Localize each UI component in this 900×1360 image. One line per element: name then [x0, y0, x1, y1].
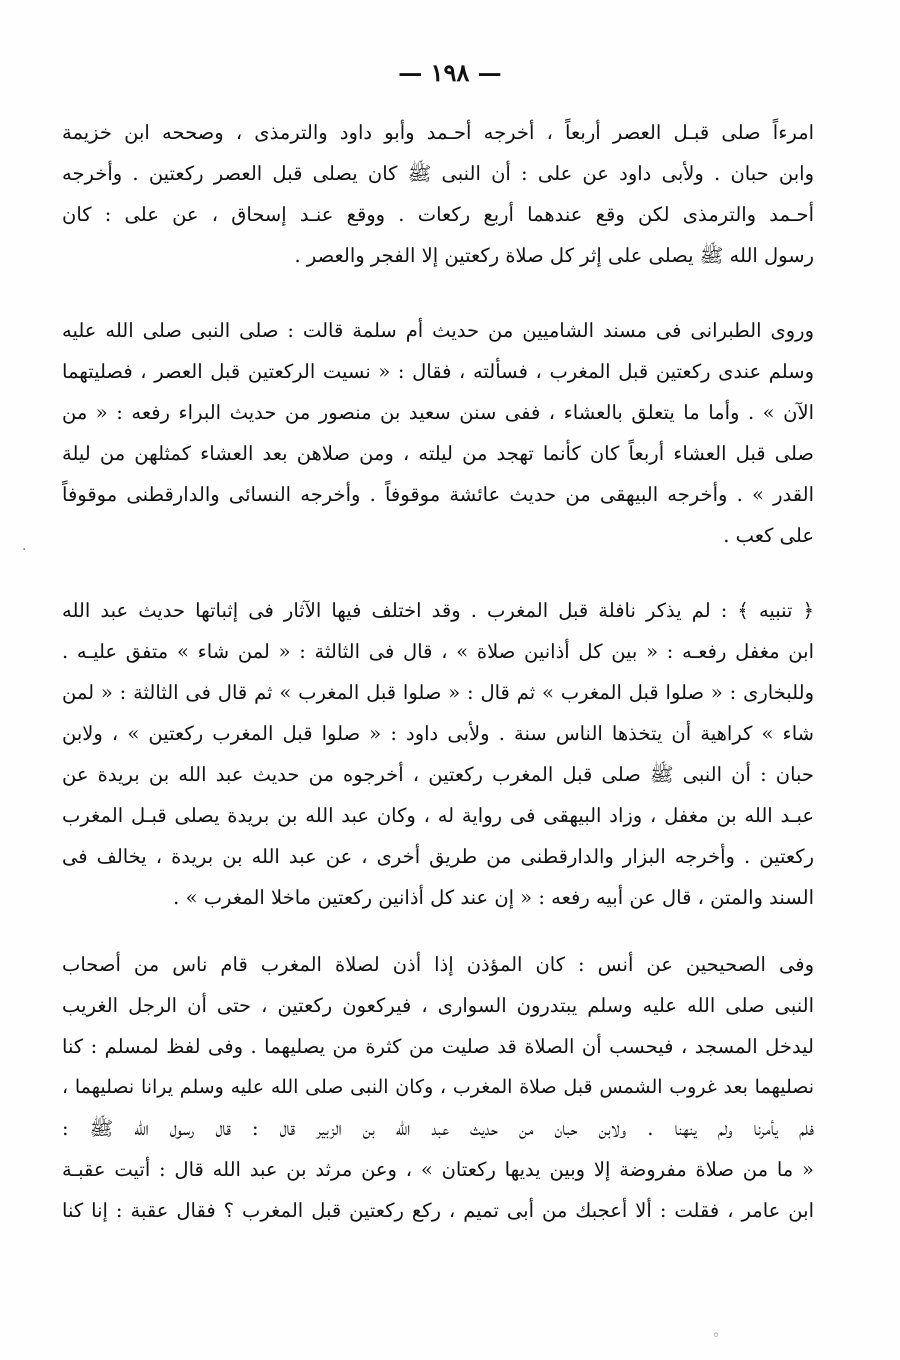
text-line: ابن مغفل رفعـه : « بين كل أذانين صلاة » ، قال فى الثالثة : « لمن شاء » متفق عليـه . [62, 640, 814, 663]
text-line: عبـد الله بن مغفل ، وزاد البيهقى فى رواية له ، وكان عبد الله بن بريدة يصلى قبـل المغرب [62, 804, 814, 827]
text-line: ركعتين . وأخرجه البزار والدارقطنى من طريق أخرى ، عن عبد الله بن بريدة ، يخالف فى [62, 845, 814, 868]
page-number: — ١٩٨ — [398, 58, 502, 87]
text-line: الآن » . وأما ما يتعلق بالعشاء ، ففى سنن سعيد بن منصور من حديث البراء رفعه : « من [62, 401, 814, 424]
text-line: امرءاً صلى قبـل العصر أربعاً ، أخرجه أحـمد وأبو داود والترمذى ، وصححه ابن خزيمة [62, 121, 814, 144]
scan-speck: · [22, 542, 27, 558]
text-line: وفى الصحيحين عن أنس : كان المؤذن إذا أذن لصلاة المغرب قام ناس من أصحاب [62, 953, 814, 976]
text-line: ﴿ تنبيه ﴾ : لم يذكر نافلة قبل المغرب . وقد اختلف فيها الآثار فى إثباتها حديث عبد الله [62, 599, 814, 622]
text-line: على كعب . [723, 524, 814, 547]
text-line: القدر » . وأخرجه البيهقى من حديث عائشة موقوفاً . وأخرجه النسائى والدارقطنى موقوفاً [62, 483, 814, 506]
text-line: السند والمتن ، قال عن أبيه رفعه : « إن عند كل أذانين ركعتين ماخلا المغرب » . [173, 886, 814, 909]
text-line: صلى قبل العشاء أربعاً كان كأنما تهجد من ليلته ، ومن صلاهن بعد العشاء كمثلهن من ليلة [62, 442, 814, 465]
text-line: حبان : أن النبى ﷺ صلى قبل المغرب ركعتين ، أخرجوه من حديث عبد الله بن بريدة عن [62, 763, 814, 786]
text-line: النبى صلى الله عليه وسلم يبتدرون السوارى ، فيركعون ركعتين ، حتى أن الرجل الغريب [62, 994, 814, 1017]
text-line: ليدخل المسجد ، فيحسب أن الصلاة قد صليت من كثرة من يصليهما . وفى لفظ لمسلم : كنا [62, 1035, 814, 1058]
paragraph-4 [62, 944, 814, 1231]
paragraph-2 [62, 310, 814, 556]
text-line: « ما من صلاة مفروضة إلا وبين يديها ركعتان » ، وعن مرثد بن عبد الله قال : أتيت عقبـة [62, 1158, 814, 1181]
text-line: أحـمد والترمذى لكن وقع عندهما أربع ركعات . ووقع عنـد إسحاق ، عن على : كان [62, 203, 814, 226]
text-line: نصليهما بعد غروب الشمس قبل صلاة المغرب ، وكان النبى صلى الله عليه وسلم يرانا نصليهما ، [62, 1076, 814, 1098]
text-line: وابن حبان . ولأبى داود عن على : أن النبى ﷺ كان يصلى قبل العصر ركعتين . وأخرجه [62, 162, 814, 185]
text-line: وللبخارى : « صلوا قبل المغرب » ثم قال : « صلوا قبل المغرب » ثم قال فى الثالثة : « لمن [62, 681, 814, 704]
text-line: وروى الطبرانى فى مسند الشاميين من حديث أم سلمة قالت : صلى النبى صلى الله عليه [62, 319, 814, 342]
text-line: شاء » كراهية أن يتخذها الناس سنة . ولأبى داود : « صلوا قبل المغرب ركعتين » ، ولابن [62, 722, 814, 745]
paragraph-1 [62, 112, 814, 276]
text-line: وسلم عندى ركعتين قبل المغرب ، فسألته ، فقال : « نسيت الركعتين قبل العصر ، فصليتهما [62, 360, 814, 383]
text-line: ابن عامر ، فقلت : ألا أعجبك من أبى تميم ، ركع ركعتين قبل المغرب ؟ فقال عقبة : إنا كنا [62, 1199, 814, 1222]
text-line: فلم يأمرنا ولم ينهنا . ولابن حبان من حديث عبد الله بن الزبير قال : قال رسول الله ﷺ : [62, 1117, 814, 1140]
paragraph-3-note [62, 590, 814, 918]
text-line: رسول الله ﷺ يصلى على إثر كل صلاة ركعتين إلا الفجر والعصر . [294, 244, 814, 267]
scan-speck: ◦ [712, 1328, 721, 1344]
